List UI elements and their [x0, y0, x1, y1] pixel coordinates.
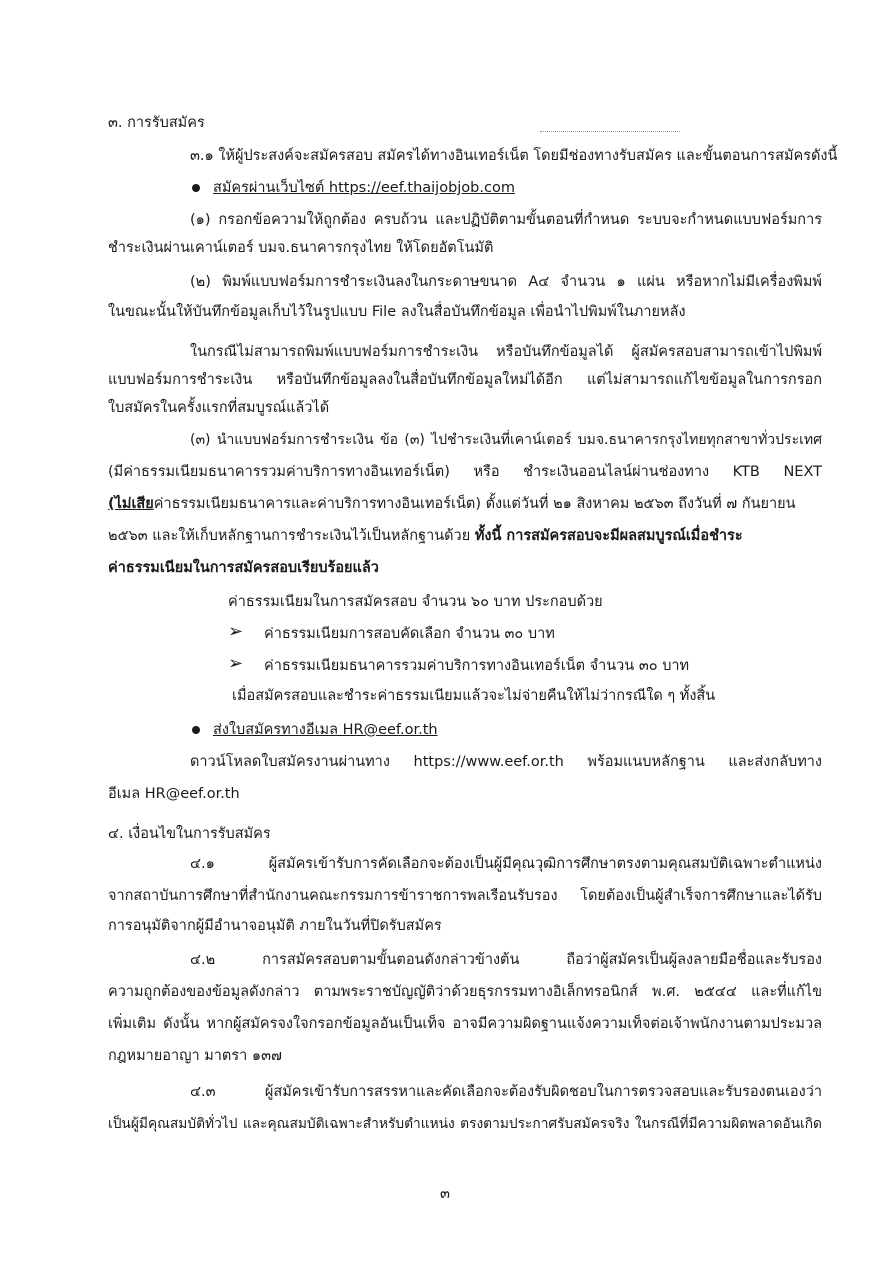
email-line-2: อีเมล HR@eef.or.th [108, 786, 240, 802]
condition-1-line-1: ๔.๑ ผู้สมัครเข้ารับการคัดเลือกจะต้องเป็นผู้มีคุณวุฒิการศึกษาตรงตามคุณสมบัติเฉพาะตำแหน่ง [190, 856, 822, 872]
no-fee-underlined: (ไม่เสีย [108, 496, 154, 512]
step-3-line-4-normal: ๒๕๖๓ และให้เก็บหลักฐานการชำระเงินไว้เป็นหลักฐานด้วย [108, 528, 475, 544]
email-link[interactable]: ส่งใบสมัครทางอีเมล HR@eef.or.th [213, 722, 438, 738]
condition-2-line-1: ๔.๒ การสมัครสอบตามขั้นตอนดังกล่าวข้างต้น ถือว่าผู้สมัครเป็นผู้ลงลายมือชื่อและรับรอง [190, 952, 822, 968]
scan-dots [540, 131, 680, 132]
condition-1-line-2: จากสถาบันการศึกษาที่สำนักงานคณะกรรมการข้าราชการพลเรือนรับรอง โดยต้องเป็นผู้สำเร็จการศึกษาและได้รับ [108, 888, 822, 904]
bullet-icon [192, 184, 200, 192]
fee-total: ค่าธรรมเนียมในการสมัครสอบ จำนวน ๖๐ บาท ประกอบด้วย [228, 594, 603, 610]
website-link[interactable]: สมัครผ่านเว็บไซต์ https://eef.thaijobjob.com [213, 180, 515, 196]
page-number: ๓ [440, 1186, 450, 1202]
step-3-line-4 [108, 526, 743, 546]
step-3-line-4-bold: ทั้งนี้ การสมัครสอบจะมีผลสมบูรณ์เมื่อชำระ [474, 528, 743, 544]
fee-item: ค่าธรรมเนียมการสอบคัดเลือก จำนวน ๓๐ บาท [264, 626, 555, 642]
note-line-2: แบบฟอร์มการชำระเงิน หรือบันทึกข้อมูลลงในสื่อบันทึกข้อมูลใหม่ได้อีก แต่ไม่สามารถแก้ไขข้อมูลในการกรอก [108, 372, 822, 388]
condition-2-line-4: กฎหมายอาญา มาตรา ๑๓๗ [108, 1048, 282, 1064]
arrow-icon: ➢ [228, 653, 244, 674]
step-1-line-2: ชำระเงินผ่านเคาน์เตอร์ บมจ.ธนาคารกรุงไทย ให้โดยอัตโนมัติ [108, 240, 494, 256]
note-line-1: ในกรณีไม่สามารถพิมพ์แบบฟอร์มการชำระเงิน หรือบันทึกข้อมูลได้ ผู้สมัครสอบสามารถเข้าไปพิมพ์ [190, 344, 822, 360]
email-line-1: ดาวน์โหลดใบสมัครงานผ่านทาง https://www.eef.or.th พร้อมแนบหลักฐาน และส่งกลับทาง [190, 754, 822, 770]
step-3-line-2: (มีค่าธรรมเนียมธนาคารรวมค่าบริการทางอินเทอร์เน็ต) หรือ ชำระเงินออนไลน์ผ่านช่องทาง KTB NEXT [108, 464, 822, 480]
no-refund-note: เมื่อสมัครสอบและชำระค่าธรรมเนียมแล้วจะไม่จ่ายคืนให้ไม่ว่ากรณีใด ๆ ทั้งสิ้น [232, 688, 716, 704]
section-4-heading: ๔. เงื่อนไขในการรับสมัคร [108, 826, 271, 842]
arrow-icon: ➢ [228, 621, 244, 642]
condition-2-line-2: ความถูกต้องของข้อมูลดังกล่าว ตามพระราชบัญญัติว่าด้วยธุรกรรมทางอิเล็กทรอนิกส์ พ.ศ. ๒๕๔๔ และที่แก้ไข [108, 984, 822, 1000]
step-3-line-5: ค่าธรรมเนียมในการสมัครสอบเรียบร้อยแล้ว [108, 560, 379, 576]
note-line-3: ใบสมัครในครั้งแรกที่สมบูรณ์แล้วได้ [108, 400, 330, 416]
step-1-line-1: (๑) กรอกข้อความให้ถูกต้อง ครบถ้วน และปฏิบัติตามขั้นตอนที่กำหนด ระบบจะกำหนดแบบฟอร์มการ [190, 212, 822, 228]
step-2-line-2: ในขณะนั้นให้บันทึกข้อมูลเก็บไว้ในรูปแบบ File ลงในสื่อบันทึกข้อมูล เพื่อนำไปพิมพ์ในภายหลัง [108, 304, 686, 320]
condition-3-line-1: ๔.๓ ผู้สมัครเข้ารับการสรรหาและคัดเลือกจะต้องรับผิดชอบในการตรวจสอบและรับรองตนเองว่า [190, 1084, 822, 1100]
step-3-line-1: (๓) นำแบบฟอร์มการชำระเงิน ข้อ (๓) ไปชำระเงินที่เคาน์เตอร์ บมจ.ธนาคารกรุงไทยทุกสาขาทั่วประเทศ [190, 432, 822, 448]
section-3-heading: ๓. การรับสมัคร [108, 115, 205, 131]
step-2-line-1: (๒) พิมพ์แบบฟอร์มการชำระเงินลงในกระดาษขนาด A๔ จำนวน ๑ แผ่น หรือหากไม่มีเครื่องพิมพ์ [190, 274, 822, 290]
step-3-line-3 [108, 494, 822, 514]
fee-item: ค่าธรรมเนียมธนาคารรวมค่าบริการทางอินเทอร์เน็ต จำนวน ๓๐ บาท [264, 658, 690, 674]
section-3-1-intro: ๓.๑ ให้ผู้ประสงค์จะสมัครสอบ สมัครได้ทางอินเทอร์เน็ต โดยมีช่องทางรับสมัคร และขั้นตอนการสมัครดังนี้ [190, 148, 838, 164]
step-3-line-3-rest: ค่าธรรมเนียมธนาคารและค่าบริการทางอินเทอร์เน็ต) ตั้งแต่วันที่ ๒๑ สิงหาคม ๒๕๖๓ ถึงวันที่ ๗ กันยายน [153, 496, 796, 512]
condition-3-line-2: เป็นผู้มีคุณสมบัติทั่วไป และคุณสมบัติเฉพาะสำหรับตำแหน่ง ตรงตามประกาศรับสมัครจริง ในกรณีที่มีความผิดพลาดอันเกิด [108, 1116, 822, 1132]
bullet-icon [192, 726, 200, 734]
condition-1-line-3: การอนุมัติจากผู้มีอำนาจอนุมัติ ภายในวันที่ปิดรับสมัคร [108, 918, 442, 934]
condition-2-line-3: เพิ่มเติม ดังนั้น หากผู้สมัครจงใจกรอกข้อมูลอันเป็นเท็จ อาจมีความผิดฐานแจ้งความเท็จต่อเจ้าพนักงานตามประมวล [108, 1016, 822, 1032]
